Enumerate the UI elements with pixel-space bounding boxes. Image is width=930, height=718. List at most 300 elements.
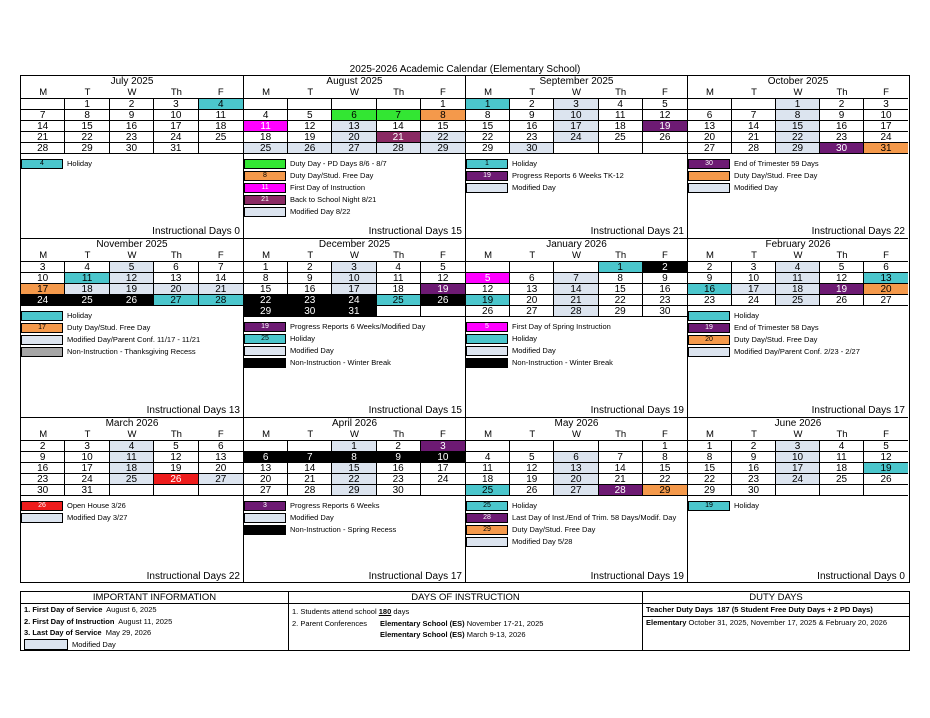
day-cell: 5 xyxy=(110,262,154,273)
conf-es-label: Elementary School (ES) xyxy=(380,618,465,628)
day-grid xyxy=(21,261,243,306)
weekday-header xyxy=(466,251,687,261)
weekday-label: T xyxy=(84,87,91,98)
conf-es-dates: November 17-21, 2025 xyxy=(466,618,544,628)
month-legend xyxy=(21,310,243,358)
day-cell: 7 xyxy=(732,110,776,121)
day-cell: 23 xyxy=(110,132,154,143)
legend-item xyxy=(466,321,687,333)
legend-item xyxy=(244,333,465,345)
weekday-label: F xyxy=(217,429,224,440)
day-cell: 9 xyxy=(688,273,732,284)
legend-label: Modified Day/Parent Conf. 11/17 - 11/21 xyxy=(67,335,201,345)
legend-swatch: 19 xyxy=(688,323,730,333)
duty-days xyxy=(643,592,909,650)
weekday-label: M xyxy=(706,87,714,98)
weekday-label: W xyxy=(349,250,359,261)
day-cell xyxy=(21,99,65,110)
day-cell: 12 xyxy=(466,284,510,295)
legend-swatch xyxy=(688,347,730,357)
legend-label: Modified Day xyxy=(290,346,334,356)
legend-swatch xyxy=(466,358,508,368)
day-cell: 15 xyxy=(332,463,376,474)
legend-label: Modified Day 8/22 xyxy=(290,207,351,217)
day-cell: 22 xyxy=(244,295,288,306)
weekday-label: W xyxy=(349,429,359,440)
day-cell: 25 xyxy=(110,474,154,485)
day-cell: 10 xyxy=(332,273,376,284)
day-cell xyxy=(599,441,643,452)
legend-swatch: 25 xyxy=(244,334,286,344)
day-cell: 2 xyxy=(688,262,732,273)
day-cell: 3 xyxy=(154,99,198,110)
day-cell: 27 xyxy=(199,474,243,485)
legend-label: Modified Day 5/28 xyxy=(512,537,573,547)
day-grid xyxy=(466,440,687,496)
instructional-days: Instructional Days 19 xyxy=(590,571,684,582)
day-grid xyxy=(466,98,687,154)
day-cell: 6 xyxy=(244,452,288,463)
day-cell: 11 xyxy=(65,273,109,284)
legend-swatch xyxy=(244,159,286,169)
legend-swatch xyxy=(244,358,286,368)
day-cell: 19 xyxy=(643,121,687,132)
weekday-label: F xyxy=(661,250,668,261)
legend-label: Duty Day - PD Days 8/6 - 8/7 xyxy=(290,159,387,169)
weekday-label: M xyxy=(706,250,714,261)
legend-swatch: 8 xyxy=(244,171,286,181)
month-10 xyxy=(466,418,688,583)
day-cell: 23 xyxy=(688,295,732,306)
day-cell: 4 xyxy=(820,441,864,452)
day-cell: 5 xyxy=(466,273,510,284)
weekday-label: W xyxy=(571,87,581,98)
day-cell: 29 xyxy=(643,485,687,496)
day-cell: 28 xyxy=(199,295,243,306)
legend-item xyxy=(21,158,243,170)
day-cell: 12 xyxy=(421,273,465,284)
day-cell: 25 xyxy=(776,295,820,306)
day-cell: 12 xyxy=(820,273,864,284)
day-cell: 12 xyxy=(110,273,154,284)
day-cell: 27 xyxy=(332,143,376,154)
day-cell: 18 xyxy=(199,121,243,132)
conf-es-label-2: Elementary School (ES) xyxy=(380,630,465,639)
legend-item xyxy=(244,357,465,369)
teacher-duty-label: Teacher Duty Days xyxy=(646,605,713,614)
day-cell xyxy=(421,485,465,496)
day-cell: 19 xyxy=(510,474,554,485)
legend-swatch: 20 xyxy=(688,335,730,345)
day-cell: 26 xyxy=(466,306,510,317)
day-cell xyxy=(199,143,243,154)
day-cell: 18 xyxy=(377,284,421,295)
month-8 xyxy=(21,418,244,583)
day-cell: 26 xyxy=(110,295,154,306)
legend-item xyxy=(21,346,243,358)
day-cell: 31 xyxy=(154,143,198,154)
day-cell: 17 xyxy=(65,463,109,474)
day-cell: 17 xyxy=(732,284,776,295)
day-grid xyxy=(244,98,465,154)
day-cell: 28 xyxy=(554,306,598,317)
day-cell: 2 xyxy=(288,262,332,273)
elementary-duty-label: Elementary xyxy=(646,617,687,627)
day-cell: 11 xyxy=(244,121,288,132)
legend-item xyxy=(21,500,243,512)
day-cell: 22 xyxy=(599,295,643,306)
month-6 xyxy=(466,239,688,418)
legend-label: Progress Reports 6 Weeks xyxy=(290,501,380,511)
day-grid xyxy=(688,261,908,306)
day-cell: 15 xyxy=(599,284,643,295)
day-cell: 26 xyxy=(288,143,332,154)
day-cell: 17 xyxy=(332,284,376,295)
day-cell: 30 xyxy=(732,485,776,496)
day-cell: 21 xyxy=(21,132,65,143)
day-cell: 9 xyxy=(21,452,65,463)
duty-heading: DUTY DAYS xyxy=(643,592,909,604)
legend-label: End of Trimester 59 Days xyxy=(734,159,819,169)
day-cell: 27 xyxy=(864,295,908,306)
important-info xyxy=(21,592,289,650)
weekday-label: Th xyxy=(615,87,627,98)
day-cell: 10 xyxy=(421,452,465,463)
weekday-label: T xyxy=(307,87,314,98)
month-name: November 2025 xyxy=(96,239,168,250)
day-cell: 29 xyxy=(421,143,465,154)
day-cell: 24 xyxy=(732,295,776,306)
day-cell: 6 xyxy=(332,110,376,121)
day-cell: 17 xyxy=(776,463,820,474)
day-cell: 8 xyxy=(421,110,465,121)
day-cell: 11 xyxy=(599,110,643,121)
day-cell: 29 xyxy=(599,306,643,317)
legend-label: Duty Day/Stud. Free Day xyxy=(67,323,151,333)
legend-label: Duty Day/Stud. Free Day xyxy=(734,171,818,181)
day-grid xyxy=(244,440,465,496)
day-cell: 4 xyxy=(199,99,243,110)
weekday-label: T xyxy=(84,250,91,261)
legend-item xyxy=(688,182,908,194)
legend-label: Holiday xyxy=(67,311,93,321)
day-cell: 8 xyxy=(643,452,687,463)
legend-swatch: 30 xyxy=(688,159,730,169)
day-cell: 23 xyxy=(377,474,421,485)
day-cell: 28 xyxy=(288,485,332,496)
day-cell: 16 xyxy=(377,463,421,474)
legend-swatch xyxy=(466,537,508,547)
weekday-header xyxy=(21,251,243,261)
weekday-label: T xyxy=(751,87,757,98)
day-cell: 9 xyxy=(288,273,332,284)
weekday-label: T xyxy=(751,250,757,261)
day-cell: 21 xyxy=(732,132,776,143)
day-cell xyxy=(554,143,598,154)
legend-label: Progress Reports 6 Weeks TK-12 xyxy=(512,171,624,181)
day-cell: 6 xyxy=(554,452,598,463)
legend-label: First Day of Spring Instruction xyxy=(512,322,611,332)
legend-label: Non-Instruction - Winter Break xyxy=(290,358,391,368)
calendar-grid xyxy=(20,75,910,583)
weekday-header xyxy=(244,430,465,440)
day-cell: 18 xyxy=(65,284,109,295)
day-cell: 7 xyxy=(554,273,598,284)
day-cell: 13 xyxy=(554,463,598,474)
legend-item xyxy=(21,512,243,524)
day-cell: 13 xyxy=(199,452,243,463)
day-cell: 12 xyxy=(288,121,332,132)
weekday-label: T xyxy=(529,250,536,261)
month-name: February 2026 xyxy=(765,239,831,250)
month-legend xyxy=(21,158,243,170)
legend-label: End of Trimester 58 Days xyxy=(734,323,819,333)
weekday-label: Th xyxy=(393,87,405,98)
day-cell: 13 xyxy=(864,273,908,284)
day-cell: 19 xyxy=(820,284,864,295)
legend-item xyxy=(466,536,687,548)
day-cell: 4 xyxy=(599,99,643,110)
weekday-label: Th xyxy=(393,250,405,261)
legend-item xyxy=(21,322,243,334)
first-service-value: August 6, 2025 xyxy=(106,605,157,614)
day-cell: 30 xyxy=(377,485,421,496)
legend-label: Duty Day/Stud. Free Day xyxy=(290,171,374,181)
month-name: September 2025 xyxy=(539,76,614,87)
weekday-label: Th xyxy=(836,87,848,98)
legend-swatch: 3 xyxy=(244,501,286,511)
legend-label: Duty Day/Stud. Free Day xyxy=(734,335,818,345)
legend-item xyxy=(466,182,687,194)
day-cell: 24 xyxy=(554,132,598,143)
month-1 xyxy=(244,76,466,239)
legend-label: Progress Reports 6 Weeks/Modified Day xyxy=(290,322,426,332)
day-cell: 15 xyxy=(421,121,465,132)
legend-item xyxy=(466,158,687,170)
weekday-label: M xyxy=(39,87,48,98)
day-cell: 8 xyxy=(332,452,376,463)
weekday-label: W xyxy=(793,250,803,261)
day-cell: 6 xyxy=(199,441,243,452)
day-cell: 1 xyxy=(244,262,288,273)
day-cell: 1 xyxy=(332,441,376,452)
weekday-label: Th xyxy=(836,429,848,440)
day-cell: 19 xyxy=(421,284,465,295)
weekday-label: T xyxy=(751,429,757,440)
legend-item xyxy=(466,170,687,182)
day-cell xyxy=(510,441,554,452)
legend-item xyxy=(688,346,908,358)
day-cell xyxy=(776,485,820,496)
month-legend xyxy=(688,158,908,194)
weekday-label: W xyxy=(127,87,137,98)
day-cell xyxy=(288,99,332,110)
day-cell xyxy=(554,441,598,452)
first-instruction-label: 2. First Day of Instruction xyxy=(24,616,115,626)
day-cell: 5 xyxy=(421,262,465,273)
attend-label: 1. Students attend school xyxy=(292,607,377,616)
weekday-label: W xyxy=(793,87,803,98)
attend-suffix: days xyxy=(393,607,410,616)
legend-swatch xyxy=(244,513,286,523)
day-cell: 18 xyxy=(776,284,820,295)
day-cell: 4 xyxy=(244,110,288,121)
day-cell: 4 xyxy=(377,262,421,273)
legend-item xyxy=(244,206,465,218)
legend-item xyxy=(688,310,908,322)
month-11 xyxy=(688,418,908,583)
legend-item xyxy=(244,158,465,170)
conferences-label: 2. Parent Conferences xyxy=(292,618,368,628)
weekday-header xyxy=(244,251,465,261)
day-cell xyxy=(377,306,421,317)
day-cell: 12 xyxy=(154,452,198,463)
day-cell xyxy=(554,262,598,273)
day-cell: 13 xyxy=(688,121,732,132)
month-legend xyxy=(688,310,908,358)
day-cell xyxy=(244,441,288,452)
day-cell: 14 xyxy=(599,463,643,474)
day-cell: 2 xyxy=(21,441,65,452)
day-cell: 25 xyxy=(466,485,510,496)
day-cell: 24 xyxy=(776,474,820,485)
day-cell xyxy=(244,99,288,110)
day-cell: 23 xyxy=(21,474,65,485)
month-legend xyxy=(466,158,687,194)
legend-label: Open House 3/26 xyxy=(67,501,126,511)
day-cell: 8 xyxy=(244,273,288,284)
instruction-heading: DAYS OF INSTRUCTION xyxy=(289,592,642,604)
month-name: December 2025 xyxy=(318,239,391,250)
day-cell: 30 xyxy=(110,143,154,154)
month-legend xyxy=(21,500,243,524)
day-cell: 2 xyxy=(110,99,154,110)
day-cell xyxy=(599,143,643,154)
day-cell xyxy=(864,485,908,496)
day-cell: 30 xyxy=(510,143,554,154)
day-grid xyxy=(466,261,687,317)
day-cell xyxy=(332,99,376,110)
day-cell: 9 xyxy=(732,452,776,463)
day-cell: 6 xyxy=(154,262,198,273)
day-cell: 3 xyxy=(554,99,598,110)
day-cell: 18 xyxy=(466,474,510,485)
day-cell: 30 xyxy=(820,143,864,154)
day-cell: 8 xyxy=(688,452,732,463)
day-cell: 25 xyxy=(244,143,288,154)
day-cell: 16 xyxy=(688,284,732,295)
day-cell: 2 xyxy=(820,99,864,110)
legend-item xyxy=(688,500,908,512)
legend-label: Holiday xyxy=(734,311,760,321)
month-name: October 2025 xyxy=(767,76,829,87)
day-cell xyxy=(732,99,776,110)
day-cell: 31 xyxy=(65,485,109,496)
weekday-header xyxy=(688,88,908,98)
day-cell: 11 xyxy=(776,273,820,284)
info-panel xyxy=(20,591,910,651)
legend-item xyxy=(244,500,465,512)
legend-swatch xyxy=(688,311,730,321)
day-cell: 27 xyxy=(554,485,598,496)
day-cell: 27 xyxy=(688,143,732,154)
elementary-duty-value: October 31, 2025, November 17, 2025 & February 20, 2026 xyxy=(688,617,887,627)
day-cell: 29 xyxy=(688,485,732,496)
day-cell: 17 xyxy=(421,463,465,474)
day-cell: 4 xyxy=(110,441,154,452)
day-cell: 11 xyxy=(377,273,421,284)
legend-label: Non-Instruction - Thanksgiving Recess xyxy=(67,347,196,357)
day-cell: 13 xyxy=(244,463,288,474)
day-cell: 2 xyxy=(732,441,776,452)
day-cell: 20 xyxy=(244,474,288,485)
day-cell xyxy=(377,99,421,110)
day-cell: 12 xyxy=(643,110,687,121)
day-cell: 8 xyxy=(466,110,510,121)
day-cell: 14 xyxy=(554,284,598,295)
day-cell xyxy=(288,441,332,452)
day-cell: 17 xyxy=(554,121,598,132)
day-cell: 31 xyxy=(332,306,376,317)
day-grid xyxy=(688,98,908,154)
day-cell: 17 xyxy=(864,121,908,132)
legend-item xyxy=(466,345,687,357)
day-cell: 9 xyxy=(510,110,554,121)
weekday-header xyxy=(466,88,687,98)
day-cell: 28 xyxy=(21,143,65,154)
weekday-label: F xyxy=(883,429,889,440)
legend-item xyxy=(688,334,908,346)
day-cell: 8 xyxy=(599,273,643,284)
month-7 xyxy=(688,239,908,418)
month-2 xyxy=(466,76,688,239)
legend-item xyxy=(466,512,687,524)
weekday-label: F xyxy=(661,429,668,440)
instructional-days: Instructional Days 17 xyxy=(811,405,905,416)
day-cell: 11 xyxy=(199,110,243,121)
day-cell: 17 xyxy=(154,121,198,132)
legend-swatch xyxy=(466,334,508,344)
weekday-label: W xyxy=(127,250,137,261)
modified-day-label: Modified Day xyxy=(72,639,116,649)
day-cell xyxy=(688,99,732,110)
day-cell: 10 xyxy=(732,273,776,284)
day-cell: 7 xyxy=(199,262,243,273)
day-cell: 6 xyxy=(510,273,554,284)
day-cell: 22 xyxy=(421,132,465,143)
day-cell xyxy=(199,485,243,496)
day-cell: 20 xyxy=(154,284,198,295)
day-cell: 21 xyxy=(199,284,243,295)
day-cell: 22 xyxy=(643,474,687,485)
day-cell xyxy=(820,485,864,496)
weekday-header xyxy=(244,88,465,98)
weekday-label: Th xyxy=(615,250,627,261)
month-name: January 2026 xyxy=(546,239,607,250)
day-cell: 14 xyxy=(377,121,421,132)
day-cell: 14 xyxy=(732,121,776,132)
day-cell: 6 xyxy=(864,262,908,273)
day-cell: 3 xyxy=(21,262,65,273)
instructional-days: Instructional Days 22 xyxy=(146,571,240,582)
day-cell xyxy=(466,262,510,273)
legend-label: Modified Day xyxy=(512,183,556,193)
legend-item xyxy=(244,194,465,206)
day-cell: 26 xyxy=(643,132,687,143)
weekday-label: F xyxy=(217,87,224,98)
day-cell: 25 xyxy=(65,295,109,306)
weekday-label: F xyxy=(439,429,446,440)
